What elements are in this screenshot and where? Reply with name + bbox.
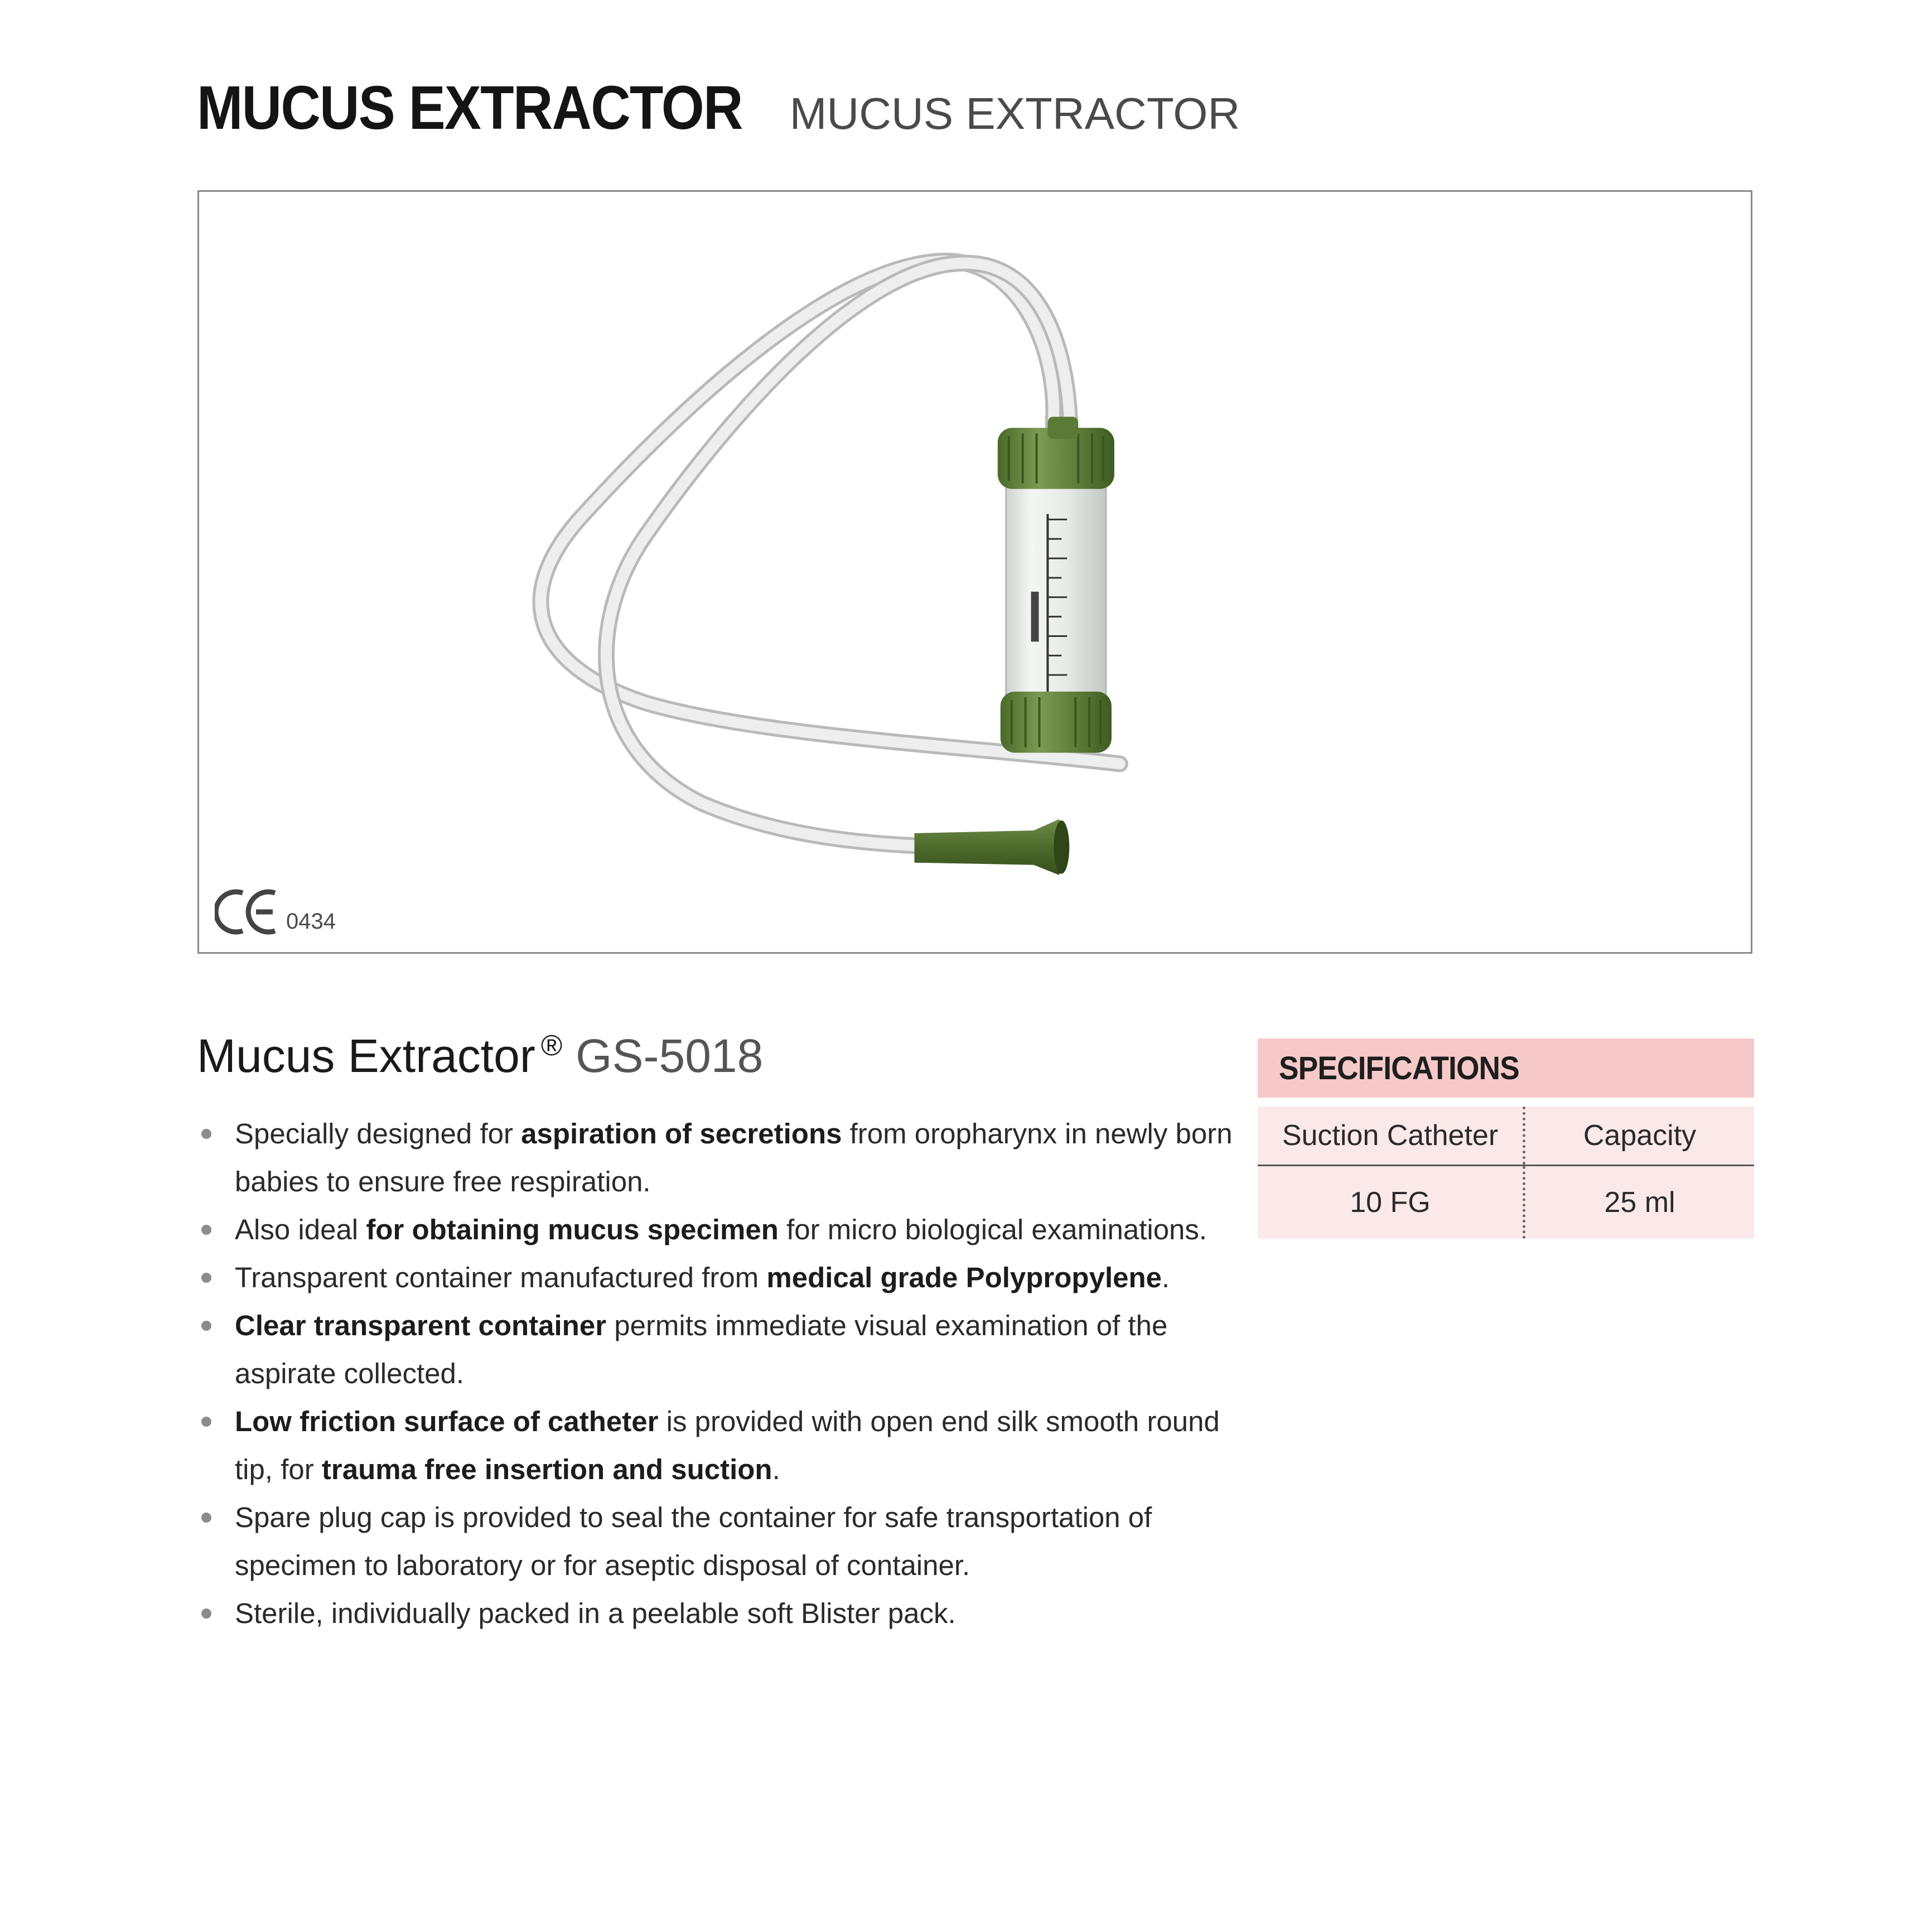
page-title: MUCUS EXTRACTOR <box>197 74 742 142</box>
feature-text-bold: Low friction surface of catheter <box>235 1405 659 1437</box>
feature-list <box>198 1110 1247 1638</box>
feature-text-bold: medical grade Polypropylene <box>766 1262 1162 1293</box>
feature-text: Transparent container manufactured from <box>235 1262 767 1293</box>
product-model: GS-5018 <box>576 1030 764 1082</box>
feature-text: . <box>772 1453 780 1485</box>
ce-notified-body-number: 0434 <box>286 909 336 934</box>
feature-item <box>198 1206 1247 1254</box>
feature-item <box>198 1110 1247 1206</box>
bullet-icon <box>201 1513 211 1523</box>
spec-header-row <box>1258 1107 1754 1166</box>
bullet-icon <box>201 1417 211 1427</box>
feature-item <box>198 1302 1247 1398</box>
feature-text-bold: trauma free insertion and suction <box>321 1453 772 1485</box>
product-image <box>199 192 1751 952</box>
feature-text: permits immediate visual examination of the aspirate collected. <box>235 1310 1168 1389</box>
feature-item <box>198 1494 1247 1590</box>
ce-mark-icon <box>215 886 282 938</box>
spec-value-cell: 10 FG <box>1258 1166 1525 1239</box>
feature-text-bold: Clear transparent container <box>235 1310 607 1341</box>
feature-text: Spare plug cap is provided to seal the container for safe transportation of specimen to laboratory or for aseptic disposal of container. <box>235 1501 1152 1581</box>
feature-text: is provided with open end silk smooth round tip, for <box>235 1405 1220 1485</box>
specifications-body <box>1258 1107 1754 1239</box>
feature-text: Specially designed for <box>235 1118 521 1149</box>
product-name: Mucus Extractor <box>197 1030 535 1082</box>
feature-text: from oropharynx in newly born babies to ensure free respiration. <box>235 1118 1233 1197</box>
feature-text: Also ideal <box>235 1214 366 1245</box>
bullet-icon <box>201 1273 211 1283</box>
container <box>998 417 1114 752</box>
feature-text-bold: for obtaining mucus specimen <box>366 1214 779 1245</box>
feature-text: . <box>1162 1262 1170 1293</box>
bullet-icon <box>201 1129 211 1139</box>
feature-item <box>198 1398 1247 1494</box>
feature-item <box>198 1590 1247 1638</box>
registered-mark: ® <box>540 1030 563 1062</box>
spec-column-header: Suction Catheter <box>1258 1107 1525 1165</box>
feature-item <box>198 1254 1247 1302</box>
specifications-title: SPECIFICATIONS <box>1279 1050 1519 1086</box>
bullet-icon <box>201 1321 211 1331</box>
feature-text-bold: aspiration of secretions <box>521 1118 842 1149</box>
product-title <box>197 1029 763 1083</box>
spec-value-row <box>1258 1166 1754 1239</box>
catheter-tip <box>914 819 1069 875</box>
bullet-icon <box>201 1609 211 1619</box>
bullet-icon <box>201 1225 211 1235</box>
feature-text: for micro biological examinations. <box>778 1214 1208 1245</box>
spec-value-cell: 25 ml <box>1604 1186 1675 1219</box>
spec-column-header: Capacity <box>1583 1119 1697 1152</box>
specifications-header <box>1258 1039 1754 1098</box>
page-header <box>197 73 1240 143</box>
specifications-table <box>1258 1039 1754 1239</box>
product-image-frame <box>197 190 1752 954</box>
feature-text: Sterile, individually packed in a peelable soft Blister pack. <box>235 1597 956 1629</box>
ce-certification-mark <box>215 886 336 938</box>
page-subtitle: MUCUS EXTRACTOR <box>789 89 1240 138</box>
